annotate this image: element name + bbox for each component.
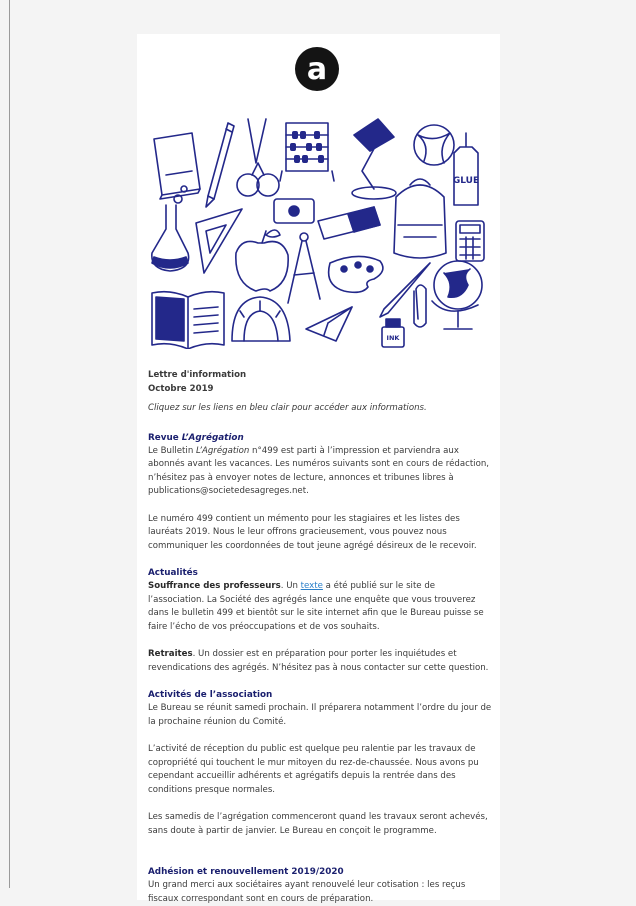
apple-icon <box>236 230 288 291</box>
page-left-rule <box>9 0 10 888</box>
calculator-icon <box>456 221 484 261</box>
paintbrush-icon <box>380 263 430 317</box>
activites-paragraph-3: Les samedis de l’agrégation commenceront quand les travaux seront achevés, sans doute à partir de janvier. Le Bureau en conçoit le programme. <box>148 812 488 836</box>
glue-label: GLUE <box>452 176 480 186</box>
revue-paragraph-2: Le numéro 499 contient un mémento pour les stagiaires et les listes des lauréats 2019. Nous le leur offrons gracieusement, vous pouvez nous communiquer les coordonnées de tout jeune agrégé désireux de le recevoir. <box>148 513 477 551</box>
issue-date: Octobre 2019 <box>148 383 214 394</box>
texte-link[interactable]: texte <box>300 581 323 591</box>
section-heading-adhesion: Adhésion et renouvellement 2019/2020 <box>148 867 344 877</box>
set-square-icon <box>196 209 242 273</box>
compass-icon <box>288 233 320 303</box>
section-heading-activites: Activités de l’association <box>148 690 273 700</box>
section-heading-revue: Revue L’Agrégation <box>148 432 244 443</box>
scissors-icon <box>237 119 279 196</box>
protractor-icon <box>232 297 290 341</box>
brand-logo[interactable] <box>295 47 339 91</box>
logo-a-icon <box>295 47 339 91</box>
page-title: Lettre d'information <box>148 370 247 380</box>
activites-paragraph-1: Le Bureau se réunit samedi prochain. Il préparera notamment l’ordre du jour de la prochaine réunion du Comité. <box>148 703 492 727</box>
paper-plane-icon <box>306 307 352 341</box>
glue-icon <box>454 133 478 205</box>
adhesion-paragraph-1: Un grand merci aux sociétaires ayant renouvelé leur cotisation : les reçus fiscaux correspondant sont en cours de préparation. <box>148 880 466 904</box>
abacus-icon <box>280 123 334 181</box>
sharpener-icon <box>274 199 314 223</box>
ink-label: INK <box>386 334 400 342</box>
ink-bottle-icon <box>382 319 404 347</box>
desk-lamp-icon <box>352 119 396 199</box>
volleyball-icon <box>414 125 454 165</box>
revue-paragraph-1: Le Bulletin L’Agrégation n°499 est parti à l’impression et parviendra aux abonnés avant les vacances. Les numéros suivants sont en cours de rédaction, n’hésitez pas à envoyer notes de lecture, annonces et tribunes libres à publications@societedesagreges.net. <box>148 445 490 496</box>
section-heading-actualites: Actualités <box>148 568 198 578</box>
svg-text:a: a <box>306 52 328 87</box>
pencil-icon <box>206 123 234 207</box>
backpack-icon <box>394 179 446 258</box>
school-supplies-illustration <box>148 113 490 349</box>
paperclip-icon <box>414 285 426 327</box>
instructions-hint: Cliquez sur les liens en bleu clair pour accéder aux informations. <box>148 403 427 413</box>
eraser-icon <box>318 207 380 239</box>
paint-palette-icon <box>329 256 383 292</box>
newsletter-content <box>148 369 493 906</box>
retraites-paragraph: Retraites. Un dossier est en préparation pour porter les inquiétudes et revendications des agrégés. N’hésitez pas à nous contacter sur cette question. <box>148 649 489 673</box>
flask-icon <box>152 186 189 271</box>
notebook-icon <box>154 133 200 199</box>
open-book-icon <box>152 292 224 349</box>
globe-icon <box>432 261 482 329</box>
souffrance-paragraph: Souffrance des professeurs. Un texte a été publié sur le site de l’association. La Société des agrégés lance une enquête que vous trouverez dans le bulletin 499 et bientôt sur le site internet afin que le Bureau puisse se faire l’écho de vos préoccupations et de vos souhaits. <box>148 581 484 632</box>
activites-paragraph-2: L’activité de réception du public est quelque peu ralentie par les travaux de copropriété qui touchent le mur mitoyen du rez-de-chaussée. Nous avons pu cependant accueillir adhérents et agrégatifs depuis la rentrée dans des conditions presque normales. <box>148 744 479 795</box>
